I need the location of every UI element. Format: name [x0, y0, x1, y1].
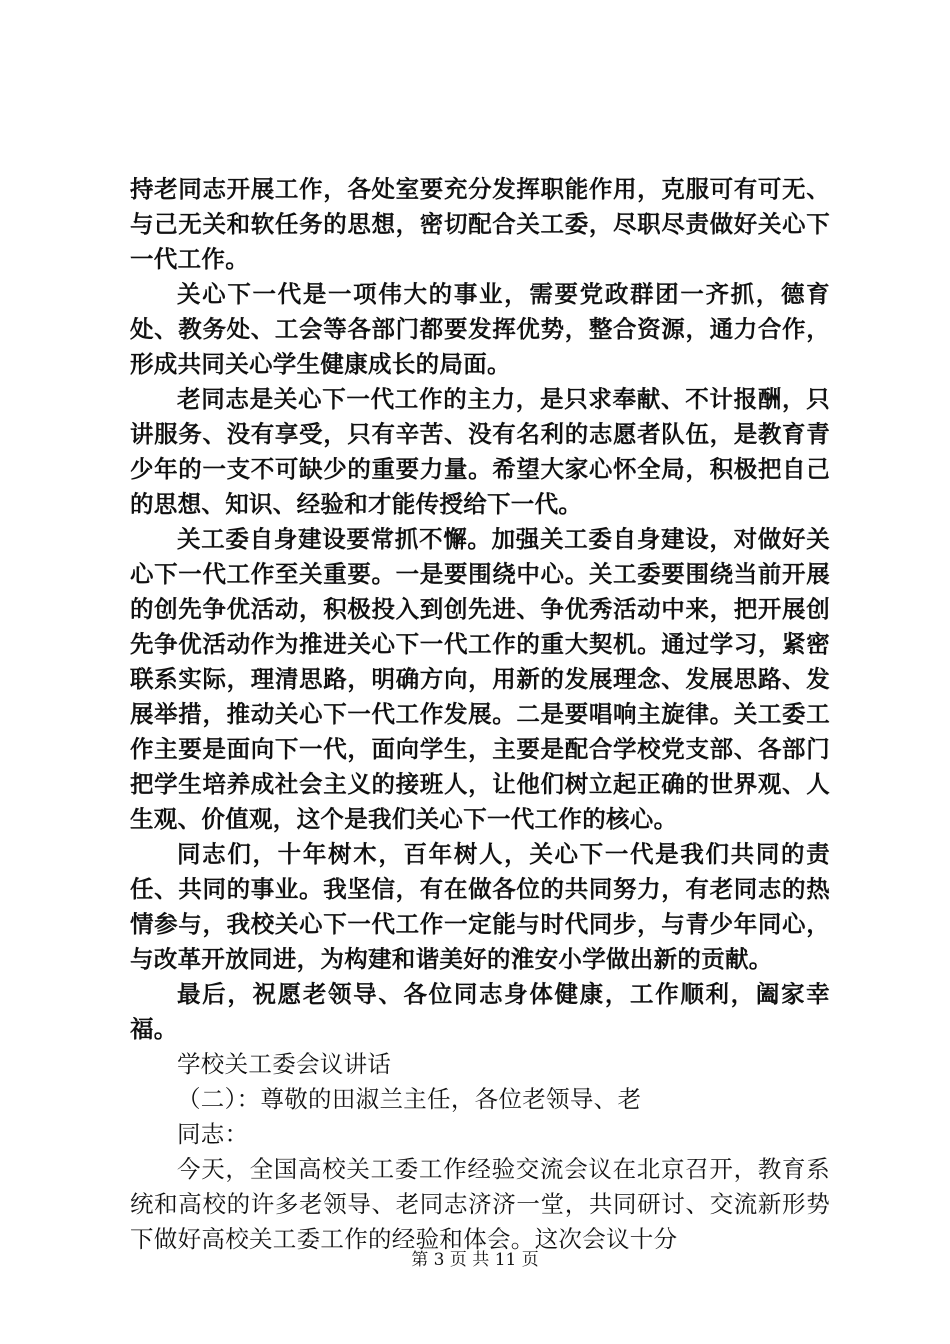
paragraph-1: 持老同志开展工作，各处室要充分发挥职能作用，克服可有可无、与己无关和软任务的思想，密切配合关工委，尽职尽责做好关心下一代工作。: [130, 175, 830, 273]
salutation-line-1: （二）：尊敬的田淑兰主任，各位老领导、老: [177, 1085, 642, 1113]
paragraph-2: 关心下一代是一项伟大的事业，需要党政群团一齐抓，德育处、教务处、工会等各部门都要发挥优势，整合资源，通力合作，形成共同关心学生健康成长的局面。: [130, 280, 830, 378]
paragraph-3: 老同志是关心下一代工作的主力，是只求奉献、不计报酬，只讲服务、没有享受，只有辛苦、没有名利的志愿者队伍，是教育青少年的一支不可缺少的重要力量。希望大家心怀全局，积极把自己的思想、知识、经验和才能传授给下一代。: [130, 385, 830, 518]
page-number-footer: 第 3 页 共 11 页: [411, 1250, 539, 1270]
section-title: 学校关工委会议讲话: [177, 1050, 392, 1078]
paragraph-6: 最后，祝愿老领导、各位同志身体健康，工作顺利，阖家幸福。: [130, 980, 830, 1043]
salutation-line-2: 同志：: [177, 1120, 249, 1148]
document-body: [130, 172, 830, 1257]
paragraph-5: 同志们，十年树木，百年树人，关心下一代是我们共同的责任、共同的事业。我坚信，有在做各位的共同努力，有老同志的热情参与，我校关心下一代工作一定能与时代同步，与青少年同心，与改革开放同进，为构建和谐美好的淮安小学做出新的贡献。: [130, 840, 830, 973]
paragraph-4: 关工委自身建设要常抓不懈。加强关工委自身建设，对做好关心下一代工作至关重要。一是要围绕中心。关工委要围绕当前开展的创先争优活动，积极投入到创先进、争优秀活动中来，把开展创先争优活动作为推进关心下一代工作的重大契机。通过学习，紧密联系实际，理清思路，明确方向，用新的发展理念、发展思路、发展举措，推动关心下一代工作发展。二是要唱响主旋律。关工委工作主要是面向下一代，面向学生，主要是配合学校党支部、各部门把学生培养成社会主义的接班人，让他们树立起正确的世界观、人生观、价值观，这个是我们关心下一代工作的核心。: [130, 525, 830, 833]
paragraph-7: 今天，全国高校关工委工作经验交流会议在北京召开，教育系统和高校的许多老领导、老同志济济一堂，共同研讨、交流新形势下做好高校关工委工作的经验和体会。这次会议十分: [130, 1155, 830, 1253]
